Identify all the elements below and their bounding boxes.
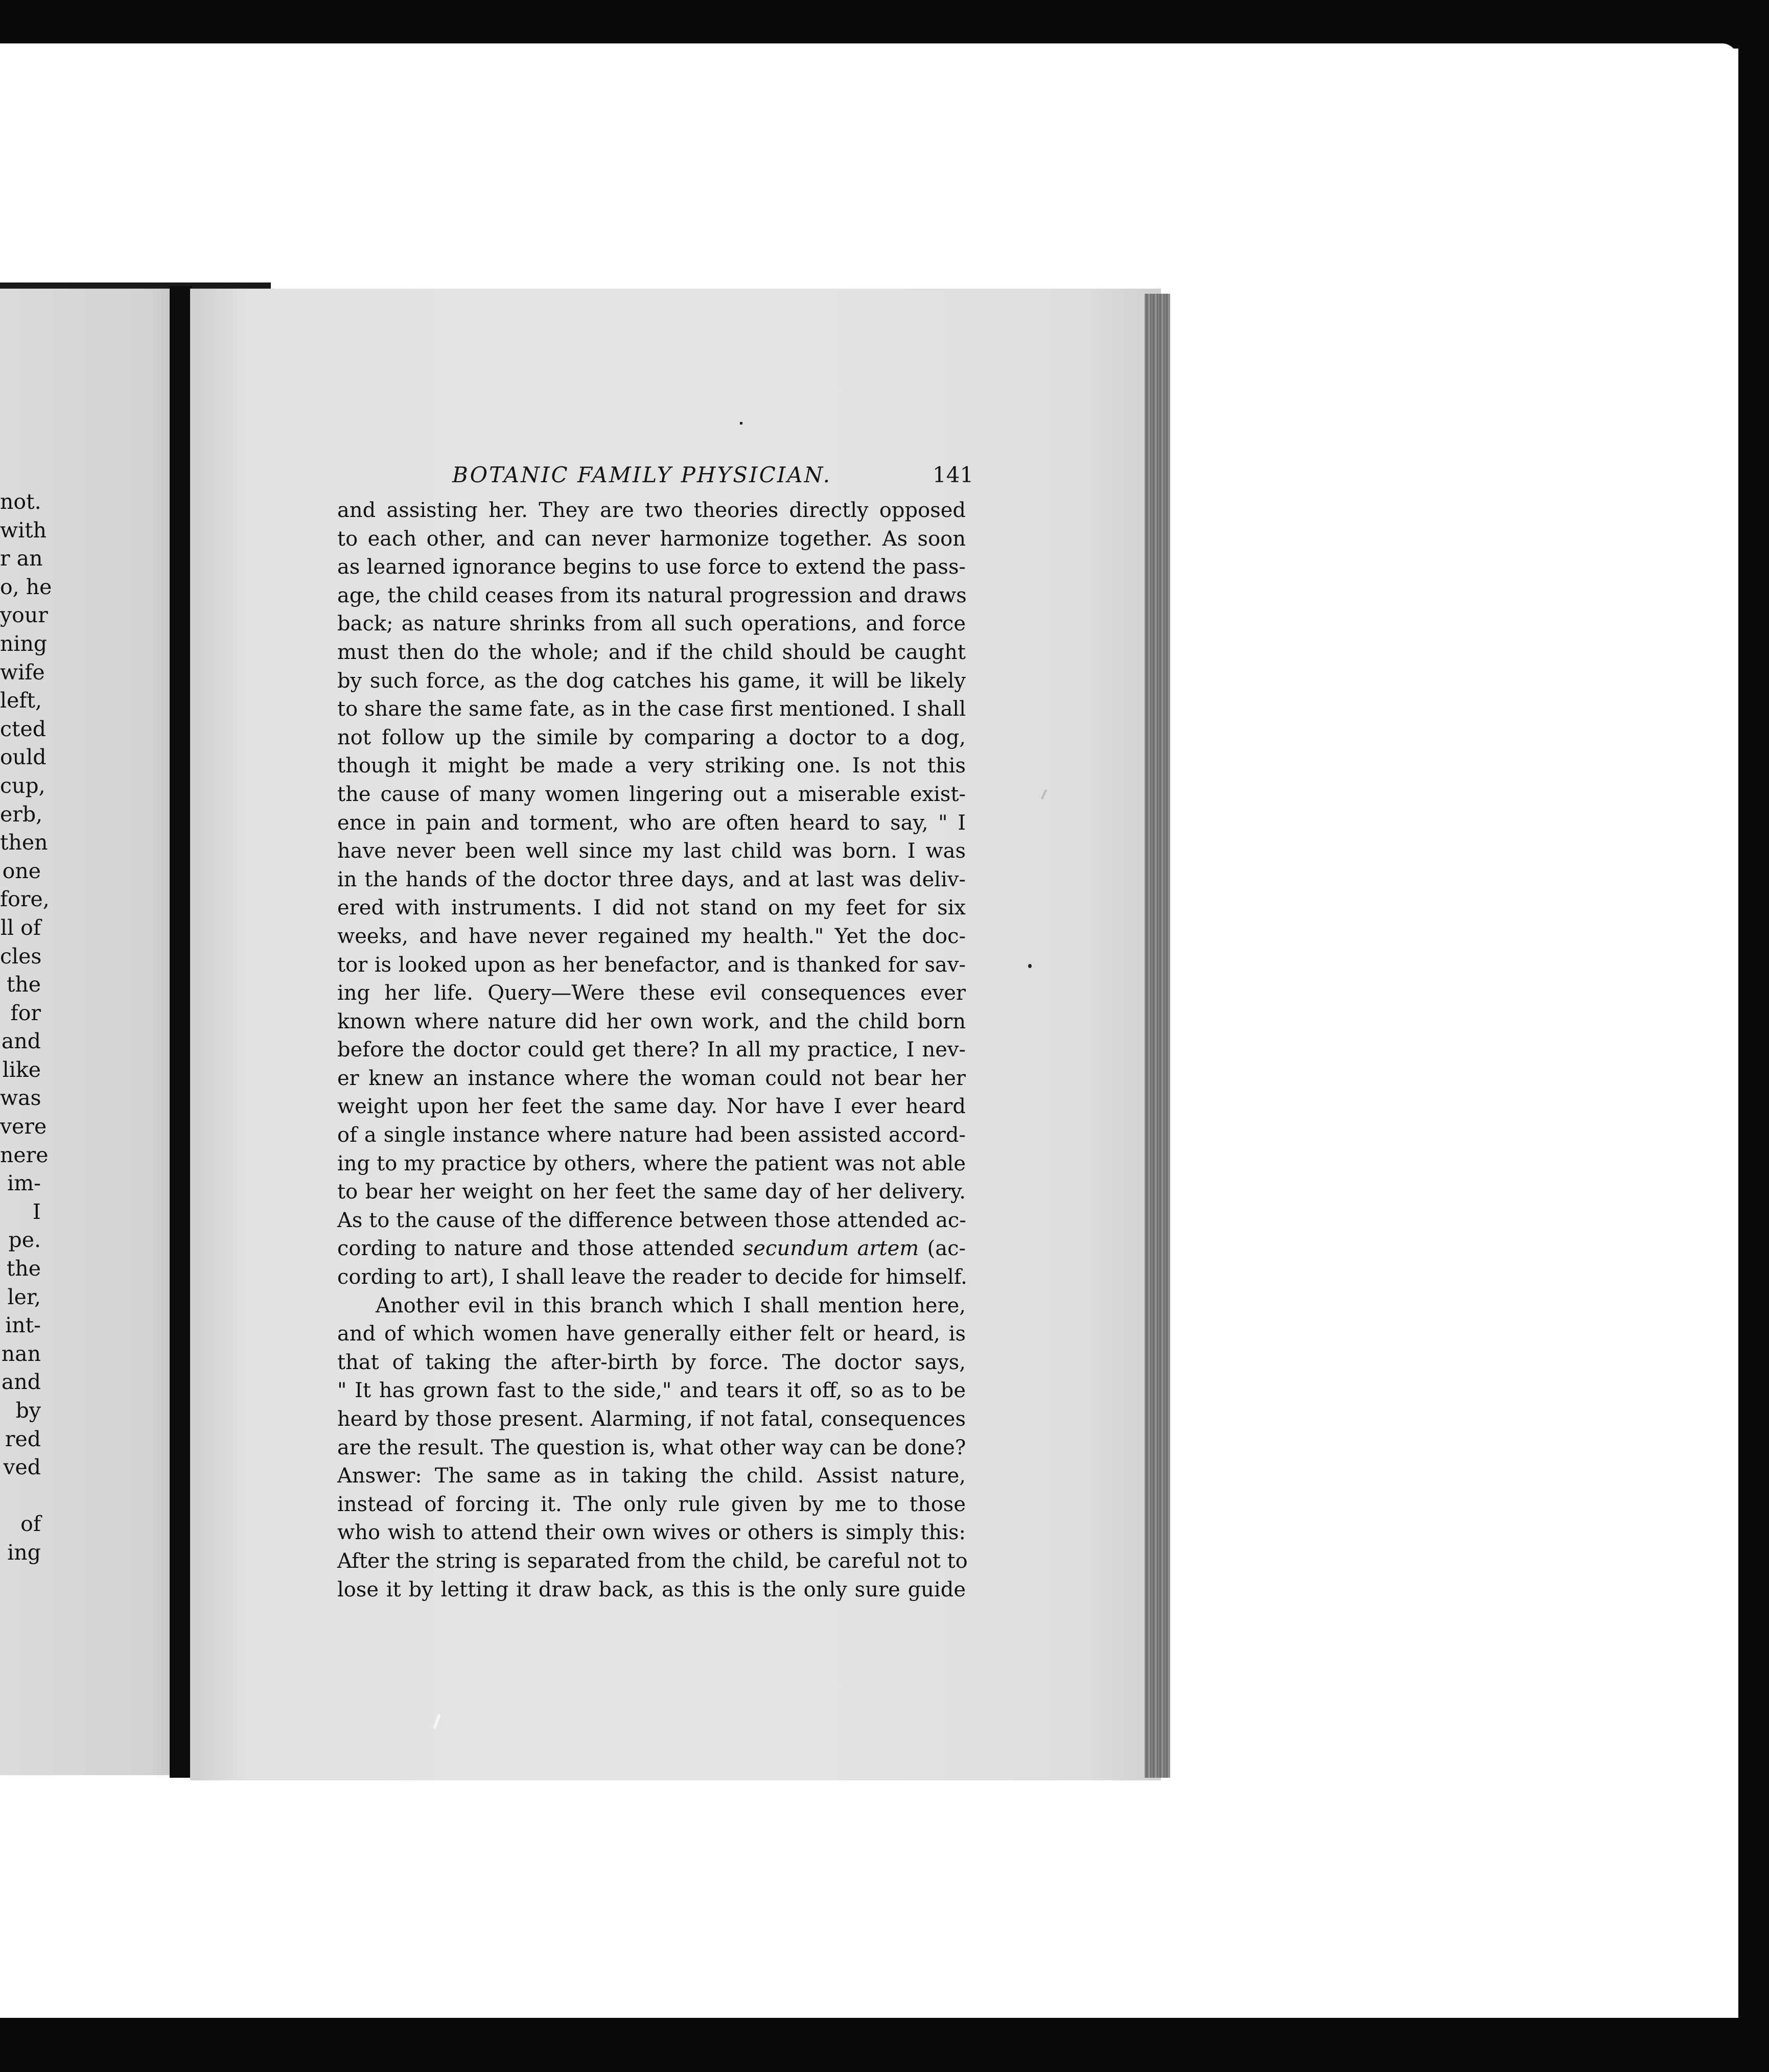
scan-border-right <box>1738 0 1769 2072</box>
italic-latin-phrase: secundum artem <box>742 1237 919 1261</box>
previous-page-line-fragment: cted <box>0 716 46 741</box>
previous-page-line-fragment: pe. <box>8 1228 41 1253</box>
previous-page-line-fragment: for <box>10 1000 41 1025</box>
text-line: ing to my practice by others, where the patient was not able <box>337 1151 966 1175</box>
previous-page-line-fragment: the <box>6 1256 41 1281</box>
text-line: ence in pain and torment, who are often heard to say, " I <box>337 811 966 835</box>
text-line: are the result. The question is, what other way can be done? <box>337 1435 966 1459</box>
previous-page-line-fragment: wife <box>0 660 45 685</box>
text-line: have never been well since my last child was born. I was <box>337 839 966 863</box>
previous-page-line-fragment: cles <box>0 944 42 969</box>
previous-page-line-fragment: left, <box>0 688 42 713</box>
previous-page-line-fragment: im- <box>7 1171 41 1196</box>
text-line: of a single instance where nature had been assisted accord- <box>337 1123 966 1147</box>
text-line: Another evil in this branch which I shall mention here, <box>376 1293 966 1317</box>
text-line: known where nature did her own work, and the child born <box>337 1009 966 1033</box>
previous-page-line-fragment: ler, <box>7 1284 41 1309</box>
previous-page-line-fragment: like <box>2 1057 41 1082</box>
text-line-italic-phrase <box>337 1235 966 1263</box>
text-line-paragraph-end: cording to art), I shall leave the reader to decide for himself. <box>337 1265 967 1289</box>
previous-page-line-fragment: nere <box>0 1142 49 1167</box>
previous-page-line-fragment: with <box>0 517 47 543</box>
previous-page-line-fragment: int- <box>5 1313 41 1338</box>
previous-page-line-fragment: not. <box>0 489 41 514</box>
text-line: Answer: The same as in taking the child. Assist nature, <box>337 1464 966 1488</box>
text-line: back; as nature shrinks from all such operations, and force <box>337 612 966 636</box>
scan-speck <box>740 422 742 425</box>
page-body <box>337 497 966 1604</box>
text-line: instead of forcing it. The only rule given by me to those <box>337 1492 966 1516</box>
text-segment: cording to nature and those attended <box>337 1237 743 1261</box>
text-line: age, the child ceases from its natural progression and draws <box>337 583 967 607</box>
previous-page-line-fragment: I <box>32 1199 41 1224</box>
previous-page-line-fragment: ould <box>0 745 46 770</box>
text-line: ing her life. Query—Were these evil consequences ever <box>337 981 966 1005</box>
scan-border-bottom <box>0 2018 1769 2072</box>
previous-page-line-fragment: cup, <box>0 773 45 798</box>
text-line: and assisting her. They are two theories directly opposed <box>337 499 966 522</box>
previous-page-line-fragment: erb, <box>0 802 43 827</box>
previous-page-line-fragment: one <box>2 858 41 883</box>
previous-page-line-fragment: red <box>5 1426 41 1451</box>
previous-page-line-fragment: o, he <box>0 574 52 599</box>
text-line: ered with instruments. I did not stand on my feet for six <box>337 896 966 920</box>
scan-border-top <box>0 0 1769 49</box>
text-line: must then do the whole; and if the child should be caught <box>337 640 966 664</box>
previous-page-line-fragment: by <box>15 1398 41 1423</box>
page-stack-edge <box>1145 294 1170 1778</box>
previous-page-line-fragment: then <box>0 830 48 855</box>
previous-page-line-fragment: r an <box>0 546 43 571</box>
previous-page-line-fragment: fore, <box>0 887 50 912</box>
previous-page-text-fragments <box>0 488 52 1567</box>
previous-page-line-fragment <box>0 1482 41 1511</box>
text-line: weeks, and have never regained my health." Yet the doc- <box>337 924 966 948</box>
previous-page-line-fragment: your <box>0 603 48 628</box>
text-line: heard by those present. Alarming, if not fatal, consequences <box>337 1407 966 1431</box>
text-line: weight upon her feet the same day. Nor have I ever heard <box>337 1095 966 1119</box>
page-number: 141 <box>933 462 974 487</box>
text-line: tor is looked upon as her benefactor, and is thanked for sav- <box>337 953 966 977</box>
previous-page-line-fragment: of <box>20 1512 41 1537</box>
text-line: who wish to attend their own wives or others is simply this: <box>337 1521 966 1545</box>
text-line: " It has grown fast to the side," and tears it off, so as to be <box>337 1379 966 1403</box>
text-line: and of which women have generally either felt or heard, is <box>337 1322 966 1346</box>
paragraph-2 <box>337 1292 966 1605</box>
previous-page-line-fragment: and <box>1 1029 41 1054</box>
scan-speck <box>1028 964 1032 968</box>
text-line: in the hands of the doctor three days, and at last was deliv- <box>337 867 966 891</box>
previous-page-line-fragment: ing <box>7 1540 41 1565</box>
text-line: the cause of many women lingering out a miserable exist- <box>337 782 966 806</box>
text-line: though it might be made a very striking one. Is not this <box>337 754 966 778</box>
text-line: to share the same fate, as in the case first mentioned. I shall <box>337 697 966 721</box>
text-line: before the doctor could get there? In all my practice, I nev- <box>337 1038 966 1062</box>
text-line: lose it by letting it draw back, as this is the only sure guide <box>337 1577 966 1602</box>
previous-page-line-fragment: ved <box>3 1455 41 1480</box>
previous-page-line-fragment: vere <box>0 1114 47 1139</box>
text-line: not follow up the simile by comparing a doctor to a dog, <box>337 725 966 749</box>
running-head: BOTANIC FAMILY PHYSICIAN. <box>452 462 832 487</box>
previous-page-line-fragment: nan <box>1 1341 41 1366</box>
previous-page-line-fragment: was <box>0 1086 41 1111</box>
previous-page-line-fragment: ning <box>0 631 48 656</box>
previous-page-top-edge <box>0 282 271 289</box>
previous-page-line-fragment: the <box>6 972 41 997</box>
text-line: to each other, and can never harmonize together. As soon <box>337 527 966 551</box>
text-line: After the string is separated from the child, be careful not to <box>337 1549 968 1573</box>
text-line: As to the cause of the difference between those attended ac- <box>337 1208 966 1232</box>
previous-page-line-fragment: ll of <box>0 915 41 940</box>
text-line: that of taking the after-birth by force. The doctor says, <box>337 1350 966 1374</box>
text-line: by such force, as the dog catches his game, it will be likely <box>337 669 966 693</box>
paragraph-1 <box>337 497 966 1235</box>
text-line: er knew an instance where the woman could not bear her <box>337 1066 966 1090</box>
book-spine <box>170 286 192 1778</box>
previous-page-line-fragment: and <box>1 1370 41 1395</box>
text-line: as learned ignorance begins to use force to extend the pass- <box>337 555 966 579</box>
text-segment: (ac- <box>919 1237 966 1261</box>
text-line: to bear her weight on her feet the same day of her delivery. <box>337 1180 966 1204</box>
